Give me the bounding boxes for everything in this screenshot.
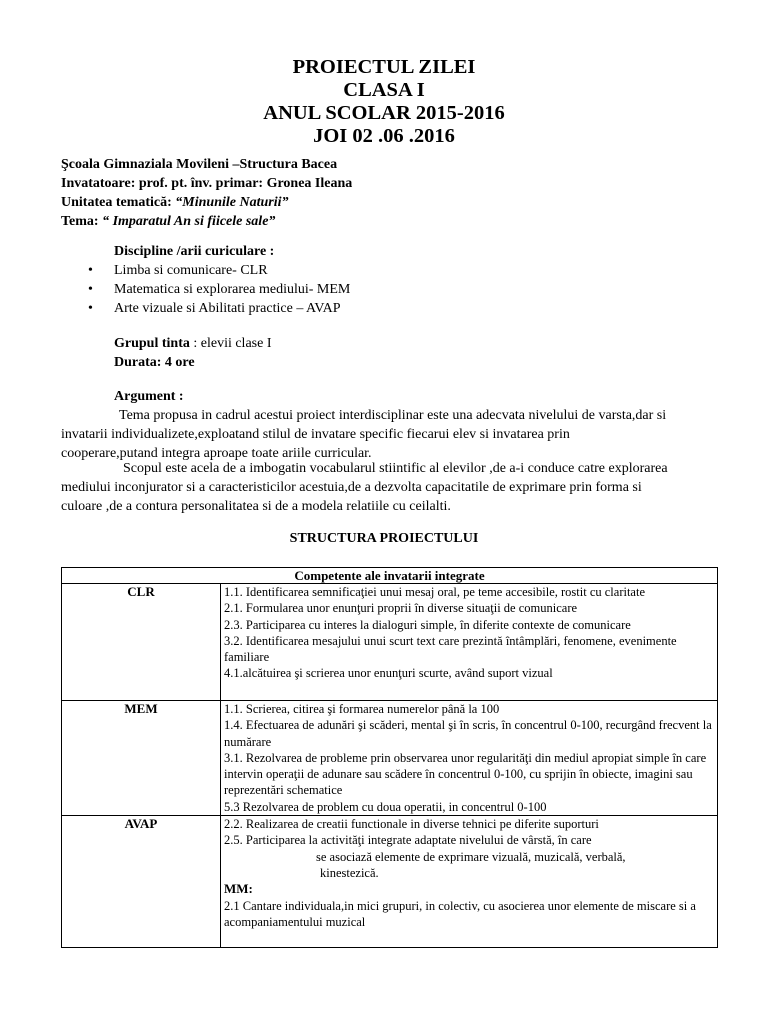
group-line	[114, 334, 272, 353]
area-cell-avap: AVAP	[62, 816, 221, 948]
competence-line: 5.3 Rezolvarea de problem cu doua operatii, in concentrul 0-100	[224, 799, 547, 814]
competence-line: 2.1. Formularea unor enunţuri proprii în diverse situaţii de comunicare	[224, 601, 578, 616]
competence-line: 4.1.alcătuirea şi scrierea unor enunţuri scurte, având suport vizual	[224, 666, 553, 681]
discipline-label: Arte vizuale si Abilitati practice – AVAP	[114, 301, 341, 316]
competence-line: 3.2. Identificarea mesajului unui scurt text care prezintă întâmplări, fenomene, evenimente familiare	[224, 633, 677, 665]
competence-line: 3.1. Rezolvarea de probleme prin observarea unor regularităţi din mediul apropiat simple în care intervin operaţii de adunare sau scădere în concentrul 0-100, cu sprijin în obiecte, imagini sau reprezentări schematice	[224, 750, 707, 798]
group-value: : elevii clase I	[189, 336, 272, 351]
competences-cell-clr	[221, 584, 718, 701]
paragraph-line: cooperare,putand integra aproape toate ariile curricular.	[61, 446, 372, 461]
list-item	[88, 261, 350, 280]
argument-heading: Argument :	[114, 389, 184, 404]
argument-paragraph-1	[61, 406, 741, 463]
theme-label: Tema:	[61, 214, 103, 229]
competences-table	[61, 567, 718, 948]
competence-line: 2.2. Realizarea de creatii functionale in diverse tehnici pe diferite suporturi	[224, 817, 599, 832]
disciplines-section	[88, 242, 351, 318]
title-line-2: CLASA I	[343, 79, 425, 101]
unit-line	[61, 193, 352, 212]
theme-value: “ Imparatul An si fiicele sale”	[102, 214, 276, 229]
paragraph-line: culoare ,de a contura personalitatea si de a modela relatiile cu ceilalti.	[61, 499, 451, 514]
info-block	[61, 155, 352, 231]
competence-line: 2.5. Participarea la activităţi integrate adaptate nivelului de vârstă, în care	[224, 833, 592, 848]
unit-value: “Minunile Naturii”	[175, 195, 289, 210]
table-header-row	[62, 568, 718, 584]
paragraph-line: Scopul este acela de a imbogatin vocabularul stiintific al elevilor ,de a-i conduce catre explorarea	[123, 461, 668, 476]
group-section	[114, 334, 272, 372]
list-item	[88, 280, 351, 299]
discipline-label: Matematica si explorarea mediului- MEM	[114, 282, 351, 297]
table-row	[62, 701, 718, 816]
disciplines-list	[88, 261, 351, 318]
competence-line: se asociază elemente de exprimare vizuală, muzicală, verbală,	[316, 849, 626, 864]
teacher-name: Invatatoare: prof. pt. înv. primar: Gronea Ileana	[61, 176, 353, 191]
paragraph-line: Tema propusa in cadrul acestui proiect interdisciplinar este una adecvata nivelului de varsta,dar si	[119, 408, 667, 423]
discipline-label: Limba si comunicare- CLR	[114, 263, 268, 278]
paragraph-line: invatarii individualizete,exploatand stilul de invatare specific fiecarui elev si invatarea prin	[61, 427, 570, 442]
competence-line: 2.3. Participarea cu interes la dialoguri simple, în diferite contexte de comunicare	[224, 617, 631, 632]
table-header: Competente ale invatarii integrate	[62, 568, 718, 584]
bullet-icon: •	[88, 282, 93, 297]
competence-line: 1.1. Identificarea semnificaţiei unui mesaj oral, pe teme accesibile, rostit cu claritate	[224, 585, 645, 599]
table-row	[62, 584, 718, 701]
area-cell-mem: MEM	[62, 701, 221, 816]
competence-line: 1.4. Efectuarea de adunări şi scăderi, mental şi în scris, în concentrul 0-100, recurgând frecvent la numărare	[224, 718, 712, 749]
theme-line	[61, 212, 352, 231]
title-line-1: PROIECTUL ZILEI	[292, 56, 476, 78]
list-item	[88, 299, 350, 318]
table-row	[62, 816, 718, 948]
page-title	[0, 56, 768, 148]
mm-label: MM:	[224, 881, 253, 897]
paragraph-line: mediului inconjurator si a caracteristicilor acestuia,de a dezvolta capacitatile de exprimare prin forma si	[61, 480, 642, 495]
competence-line: 2.1 Cantare individuala,in mici grupuri, in colectiv, cu asocierea unor elemente de miscare si a acompaniamentului muzical	[224, 898, 696, 929]
title-line-4: JOI 02 .06 .2016	[313, 125, 455, 147]
school-name: Şcoala Gimnaziala Movileni –Structura Bacea	[61, 157, 338, 172]
area-cell-clr: CLR	[62, 584, 221, 701]
competence-line: 1.1. Scrierea, citirea şi formarea numerelor până la 100	[224, 702, 500, 716]
disciplines-heading: Discipline /arii curiculare :	[114, 244, 275, 259]
bullet-icon: •	[88, 301, 93, 316]
title-line-3: ANUL SCOLAR 2015-2016	[263, 102, 505, 124]
duration: Durata: 4 ore	[114, 355, 195, 370]
competences-cell-mem	[221, 701, 718, 816]
argument-paragraph-2	[61, 459, 741, 516]
competence-line: kinestezică.	[320, 865, 379, 880]
group-label: Grupul tinta	[114, 336, 190, 351]
bullet-icon: •	[88, 263, 93, 278]
structure-title: STRUCTURA PROIECTULUI	[289, 531, 479, 546]
competences-cell-avap	[221, 816, 718, 948]
unit-label: Unitatea tematică:	[61, 195, 176, 210]
